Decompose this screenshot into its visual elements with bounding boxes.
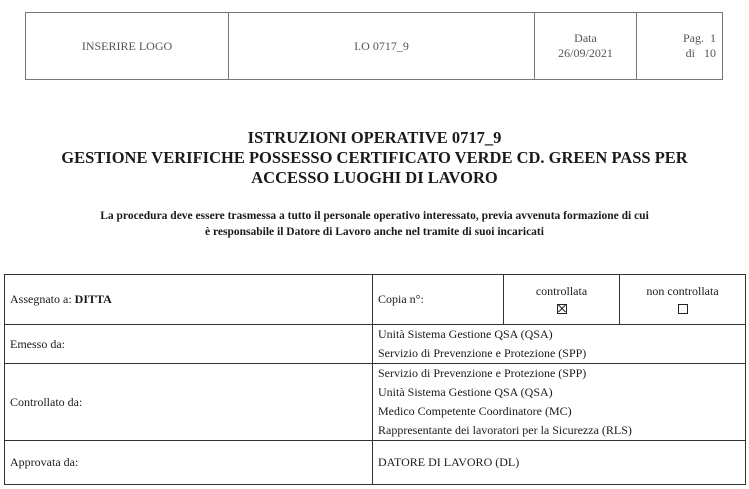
issued-by-item: Servizio di Prevenzione e Protezione (SPP) — [378, 346, 587, 360]
document-header — [25, 12, 723, 80]
approved-label: Approvata da: — [5, 441, 373, 485]
document-info-table — [4, 274, 746, 485]
distribution-note — [20, 208, 729, 240]
uncontrolled-label: non controllata — [646, 283, 719, 298]
document-title — [0, 128, 749, 188]
title-line-1: ISTRUZIONI OPERATIVE 0717_9 — [247, 128, 502, 147]
checked-by-item: Rappresentante dei lavoratori per la Sicurezza (RLS) — [378, 423, 632, 437]
approved-row — [5, 441, 746, 485]
uncontrolled-option[interactable] — [620, 275, 746, 325]
page-of-label: di — [685, 46, 695, 60]
page-number-cell — [637, 13, 723, 80]
approved-by: DATORE DI LAVORO (DL) — [373, 441, 746, 485]
controlled-checkbox[interactable] — [557, 304, 567, 314]
assigned-row — [5, 275, 746, 325]
issued-row — [5, 325, 746, 364]
date-value: 26/09/2021 — [558, 46, 613, 60]
checked-by-item: Medico Competente Coordinatore (MC) — [378, 404, 572, 418]
page-current: 1 — [710, 31, 716, 45]
note-line-2: è responsabile il Datore di Lavoro anche nel tramite di suoi incaricati — [205, 226, 544, 238]
date-cell — [535, 13, 637, 80]
controlled-option[interactable] — [504, 275, 620, 325]
copy-label: Copia n°: — [373, 275, 504, 325]
checked-by-item: Unità Sistema Gestione QSA (QSA) — [378, 385, 553, 399]
issued-by-cell — [373, 325, 746, 364]
date-label: Data — [574, 31, 597, 45]
page-label: Pag. — [683, 31, 704, 45]
checked-by-cell — [373, 364, 746, 441]
note-line-1: La procedura deve essere trasmessa a tutto il personale operativo interessato, previa avvenuta formazione di cui — [100, 210, 649, 222]
assigned-value: DITTA — [74, 292, 112, 306]
title-line-3: ACCESSO LUOGHI DI LAVORO — [251, 168, 498, 187]
page-total: 10 — [704, 46, 716, 60]
document-code: I.O 0717_9 — [229, 13, 535, 80]
checked-row — [5, 364, 746, 441]
uncontrolled-checkbox[interactable] — [678, 304, 688, 314]
issued-by-item: Unità Sistema Gestione QSA (QSA) — [378, 327, 553, 341]
assigned-label: Assegnato a: — [10, 292, 72, 306]
logo-placeholder: INSERIRE LOGO — [26, 13, 229, 80]
issued-label: Emesso da: — [5, 325, 373, 364]
checked-by-item: Servizio di Prevenzione e Protezione (SPP) — [378, 366, 587, 380]
title-line-2: GESTIONE VERIFICHE POSSESSO CERTIFICATO VERDE CD. GREEN PASS PER — [61, 148, 688, 167]
assigned-cell — [5, 275, 373, 325]
checked-label: Controllato da: — [5, 364, 373, 441]
controlled-label: controllata — [535, 283, 588, 298]
